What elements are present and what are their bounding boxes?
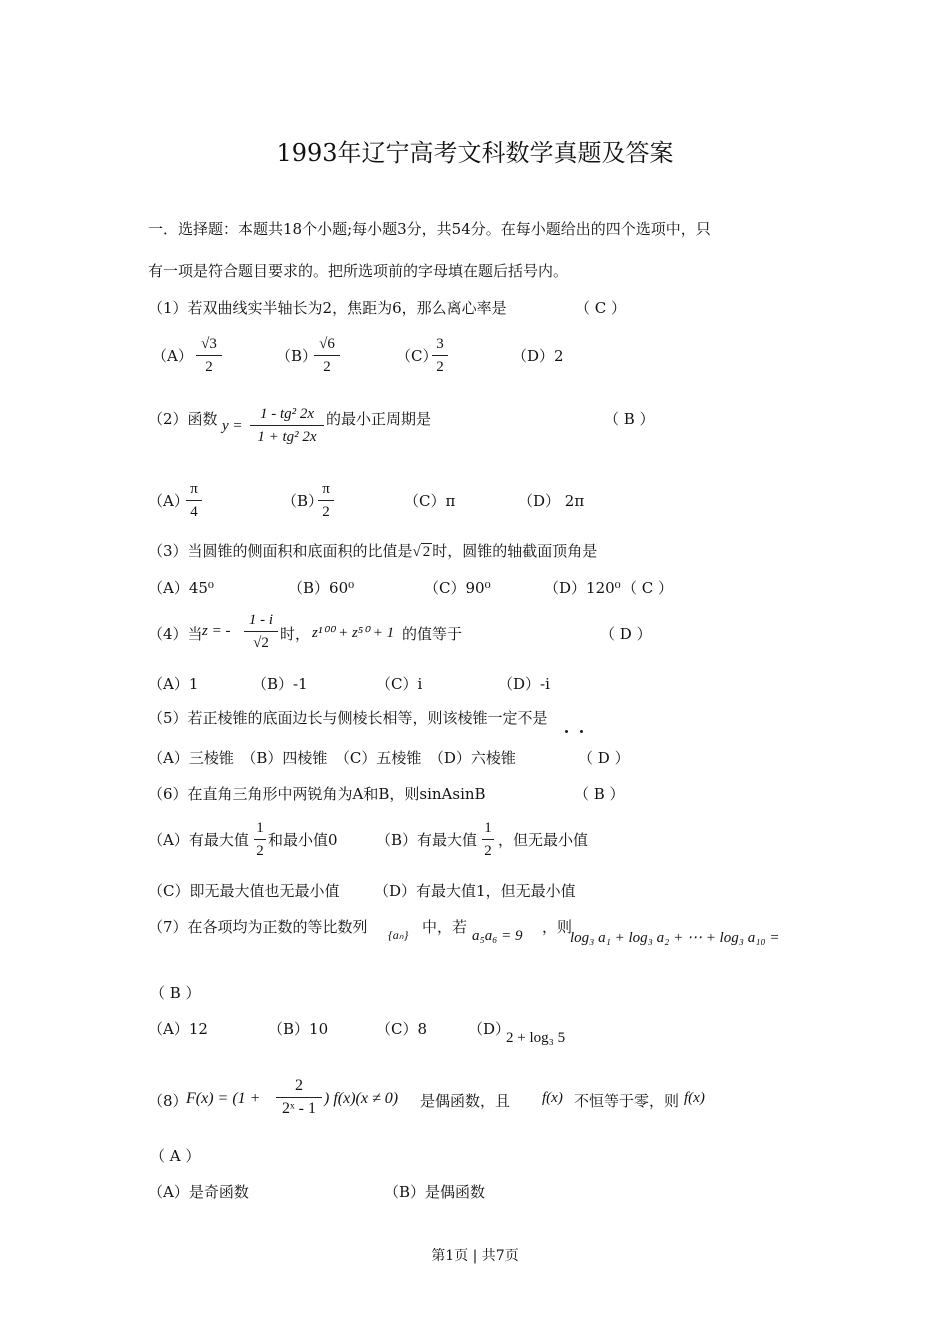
q2-option-a-fraction [186, 479, 202, 522]
q6-option-b-pre: （B）有最大值 [376, 831, 478, 849]
q7-option-c: （C）8 [376, 1020, 428, 1038]
q4-option-d: （D）-i [498, 675, 550, 693]
q2-a-denominator: 4 [190, 504, 198, 520]
q8-option-a: （A）是奇函数 [148, 1183, 249, 1201]
q6-answer: （ B ） [574, 785, 625, 803]
q7-option-d-expression: 2 + log₃ 5 [506, 1030, 566, 1046]
emphasis-dot [580, 730, 583, 733]
page-footer: 第1页 | 共7页 [431, 1248, 519, 1264]
q8-option-b: （B）是偶函数 [384, 1183, 486, 1201]
q2-numerator: 1 - tg² 2x [259, 406, 315, 422]
q1-option-b-label: （B） [276, 347, 318, 365]
q2-b-numerator: π [322, 481, 330, 497]
q3-option-b: （B）60⁰ [288, 579, 355, 597]
q2-option-b-label: （B） [282, 492, 324, 510]
q2-a-numerator: π [190, 481, 198, 497]
section-intro-line2: 有一项是符合题目要求的。把所选项前的字母填在题后括号内。 [148, 262, 569, 280]
q8-answer: （ A ） [150, 1147, 201, 1165]
q8-tail2: 不恒等于零，则 [574, 1092, 680, 1110]
q2-option-d: （D） 2π [518, 492, 585, 510]
q4-answer: （ D ） [600, 625, 652, 643]
q2-stem-tail: 的最小正周期是 [326, 410, 432, 428]
q1-stem: （1）若双曲线实半轴长为2，焦距为6，那么离心率是 [148, 299, 507, 317]
q1-option-b-fraction [314, 334, 340, 377]
q2-b-denominator: 2 [322, 504, 330, 520]
q8-fx-2: f(x) [684, 1090, 705, 1106]
q4-stem: （4）当 [148, 625, 203, 643]
section-intro-line1: 一．选择题：本题共18个小题;每小题3分，共54分。在每小题给出的四个选项中，只 [148, 220, 711, 238]
q7-option-a: （A）12 [148, 1020, 208, 1038]
q4-numerator: 1 - i [248, 612, 274, 628]
q7-mid: 中，若 [422, 918, 468, 936]
q3-stem-b: 时，圆锥的轴截面顶角是 [432, 542, 598, 560]
q3-stem-text: （3）当圆锥的侧面积和底面积的比值是 [148, 542, 413, 560]
q3-answer: （ C ） [622, 579, 674, 597]
q5-answer: （ D ） [578, 749, 630, 767]
q4-z-equals: z = - [202, 623, 231, 639]
q1-option-a-fraction [196, 334, 222, 377]
q2-option-a-label: （A） [148, 492, 189, 510]
q3-sqrt-value: 2 [422, 544, 431, 560]
q5-stem: （5）若正棱锥的底面边长与侧棱长相等，则该棱锥一定不是 [148, 709, 548, 727]
q4-option-a: （A）1 [148, 675, 199, 693]
q2-option-b-fraction [318, 479, 334, 522]
q2-y-equals: y = [222, 418, 243, 434]
q2-denominator: 1 + tg² 2x [257, 429, 317, 445]
q1-option-c-label: （C） [396, 347, 438, 365]
q2-stem: （2）函数 [148, 410, 218, 428]
q7-option-d: （D） [468, 1020, 511, 1038]
q6-a-numerator: 1 [256, 820, 264, 836]
q1-option-c-fraction [432, 334, 448, 377]
q1-b-denominator: 2 [323, 359, 331, 375]
q6-b-denominator: 2 [484, 843, 492, 859]
q4-mid: 时， [280, 625, 311, 643]
q1-option-a-label: （A） [152, 347, 193, 365]
q8-rhs: ) f(x)(x ≠ 0) [324, 1090, 399, 1107]
q6-a-denominator: 2 [256, 843, 264, 859]
q2-answer: （ B ） [604, 410, 655, 428]
q8-tail: 是偶函数，且 [420, 1092, 511, 1110]
q4-tail: 的值等于 [402, 625, 463, 643]
q7-sequence: {aₙ} [388, 928, 409, 942]
q2-option-c: （C）π [404, 492, 456, 510]
q1-a-numerator: √3 [201, 336, 217, 352]
q6-stem: （6）在直角三角形中两锐角为A和B，则sinAsinB [148, 785, 486, 803]
q4-option-b: （B）-1 [252, 675, 308, 693]
q6-option-a-pre: （A）有最大值 [148, 831, 249, 849]
q3-option-d: （D）120⁰ [544, 579, 621, 597]
q3-stem-a: （3）当圆锥的侧面积和底面积的比值是√ 2 时，圆锥的轴截面顶角是 [148, 542, 598, 560]
q6-option-d: （D）有最大值1，但无最小值 [374, 882, 576, 900]
q6-option-c: （C）即无最大值也无最小值 [148, 882, 340, 900]
q8-lhs: F(x) = (1 + [186, 1090, 261, 1107]
q7-answer: （ B ） [150, 984, 201, 1002]
q7-option-b: （B）10 [268, 1020, 329, 1038]
q7-condition: a₅a₆ = 9 [472, 928, 523, 944]
q1-c-denominator: 2 [436, 359, 444, 375]
q8-numerator: 2 [295, 1077, 303, 1094]
q1-answer: （ C ） [575, 299, 627, 317]
q7-expression: log₃ a₁ + log₃ a₂ + ⋯ + log₃ a₁₀ = [570, 930, 780, 946]
q8-fx-1: f(x) [542, 1090, 563, 1106]
q3-option-a: （A）45⁰ [148, 579, 214, 597]
q5-options: （A）三棱锥 （B）四棱锥 （C）五棱锥 （D）六棱锥 [148, 749, 516, 767]
q1-a-denominator: 2 [205, 359, 213, 375]
q6-option-a-fraction [254, 818, 266, 861]
q6-option-a-post: 和最小值0 [268, 831, 338, 849]
q4-denominator: √2 [253, 635, 269, 651]
q6-option-b-post: ，但无最小值 [498, 831, 589, 849]
q7-stem: （7）在各项均为正数的等比数列 [148, 918, 368, 936]
q4-fraction [244, 610, 278, 653]
q4-option-c: （C）i [376, 675, 423, 693]
q1-b-numerator: √6 [319, 336, 335, 352]
q1-option-d: （D）2 [512, 347, 564, 365]
q8-fraction [276, 1076, 322, 1119]
q3-option-c: （C）90⁰ [424, 579, 491, 597]
page-title: 1993年辽宁高考文科数学真题及答案 [276, 139, 674, 167]
q2-function-fraction [250, 404, 324, 447]
q6-option-b-fraction [482, 818, 494, 861]
q8-stem: （8） [148, 1092, 188, 1110]
emphasis-dot [565, 730, 568, 733]
q8-denominator: 2ˣ - 1 [282, 1100, 316, 1117]
q1-c-numerator: 3 [436, 336, 444, 352]
q7-mid2: ，则 [542, 918, 573, 936]
q4-expression: z¹⁰⁰ + z⁵⁰ + 1 [312, 625, 395, 641]
q6-b-numerator: 1 [484, 820, 492, 836]
